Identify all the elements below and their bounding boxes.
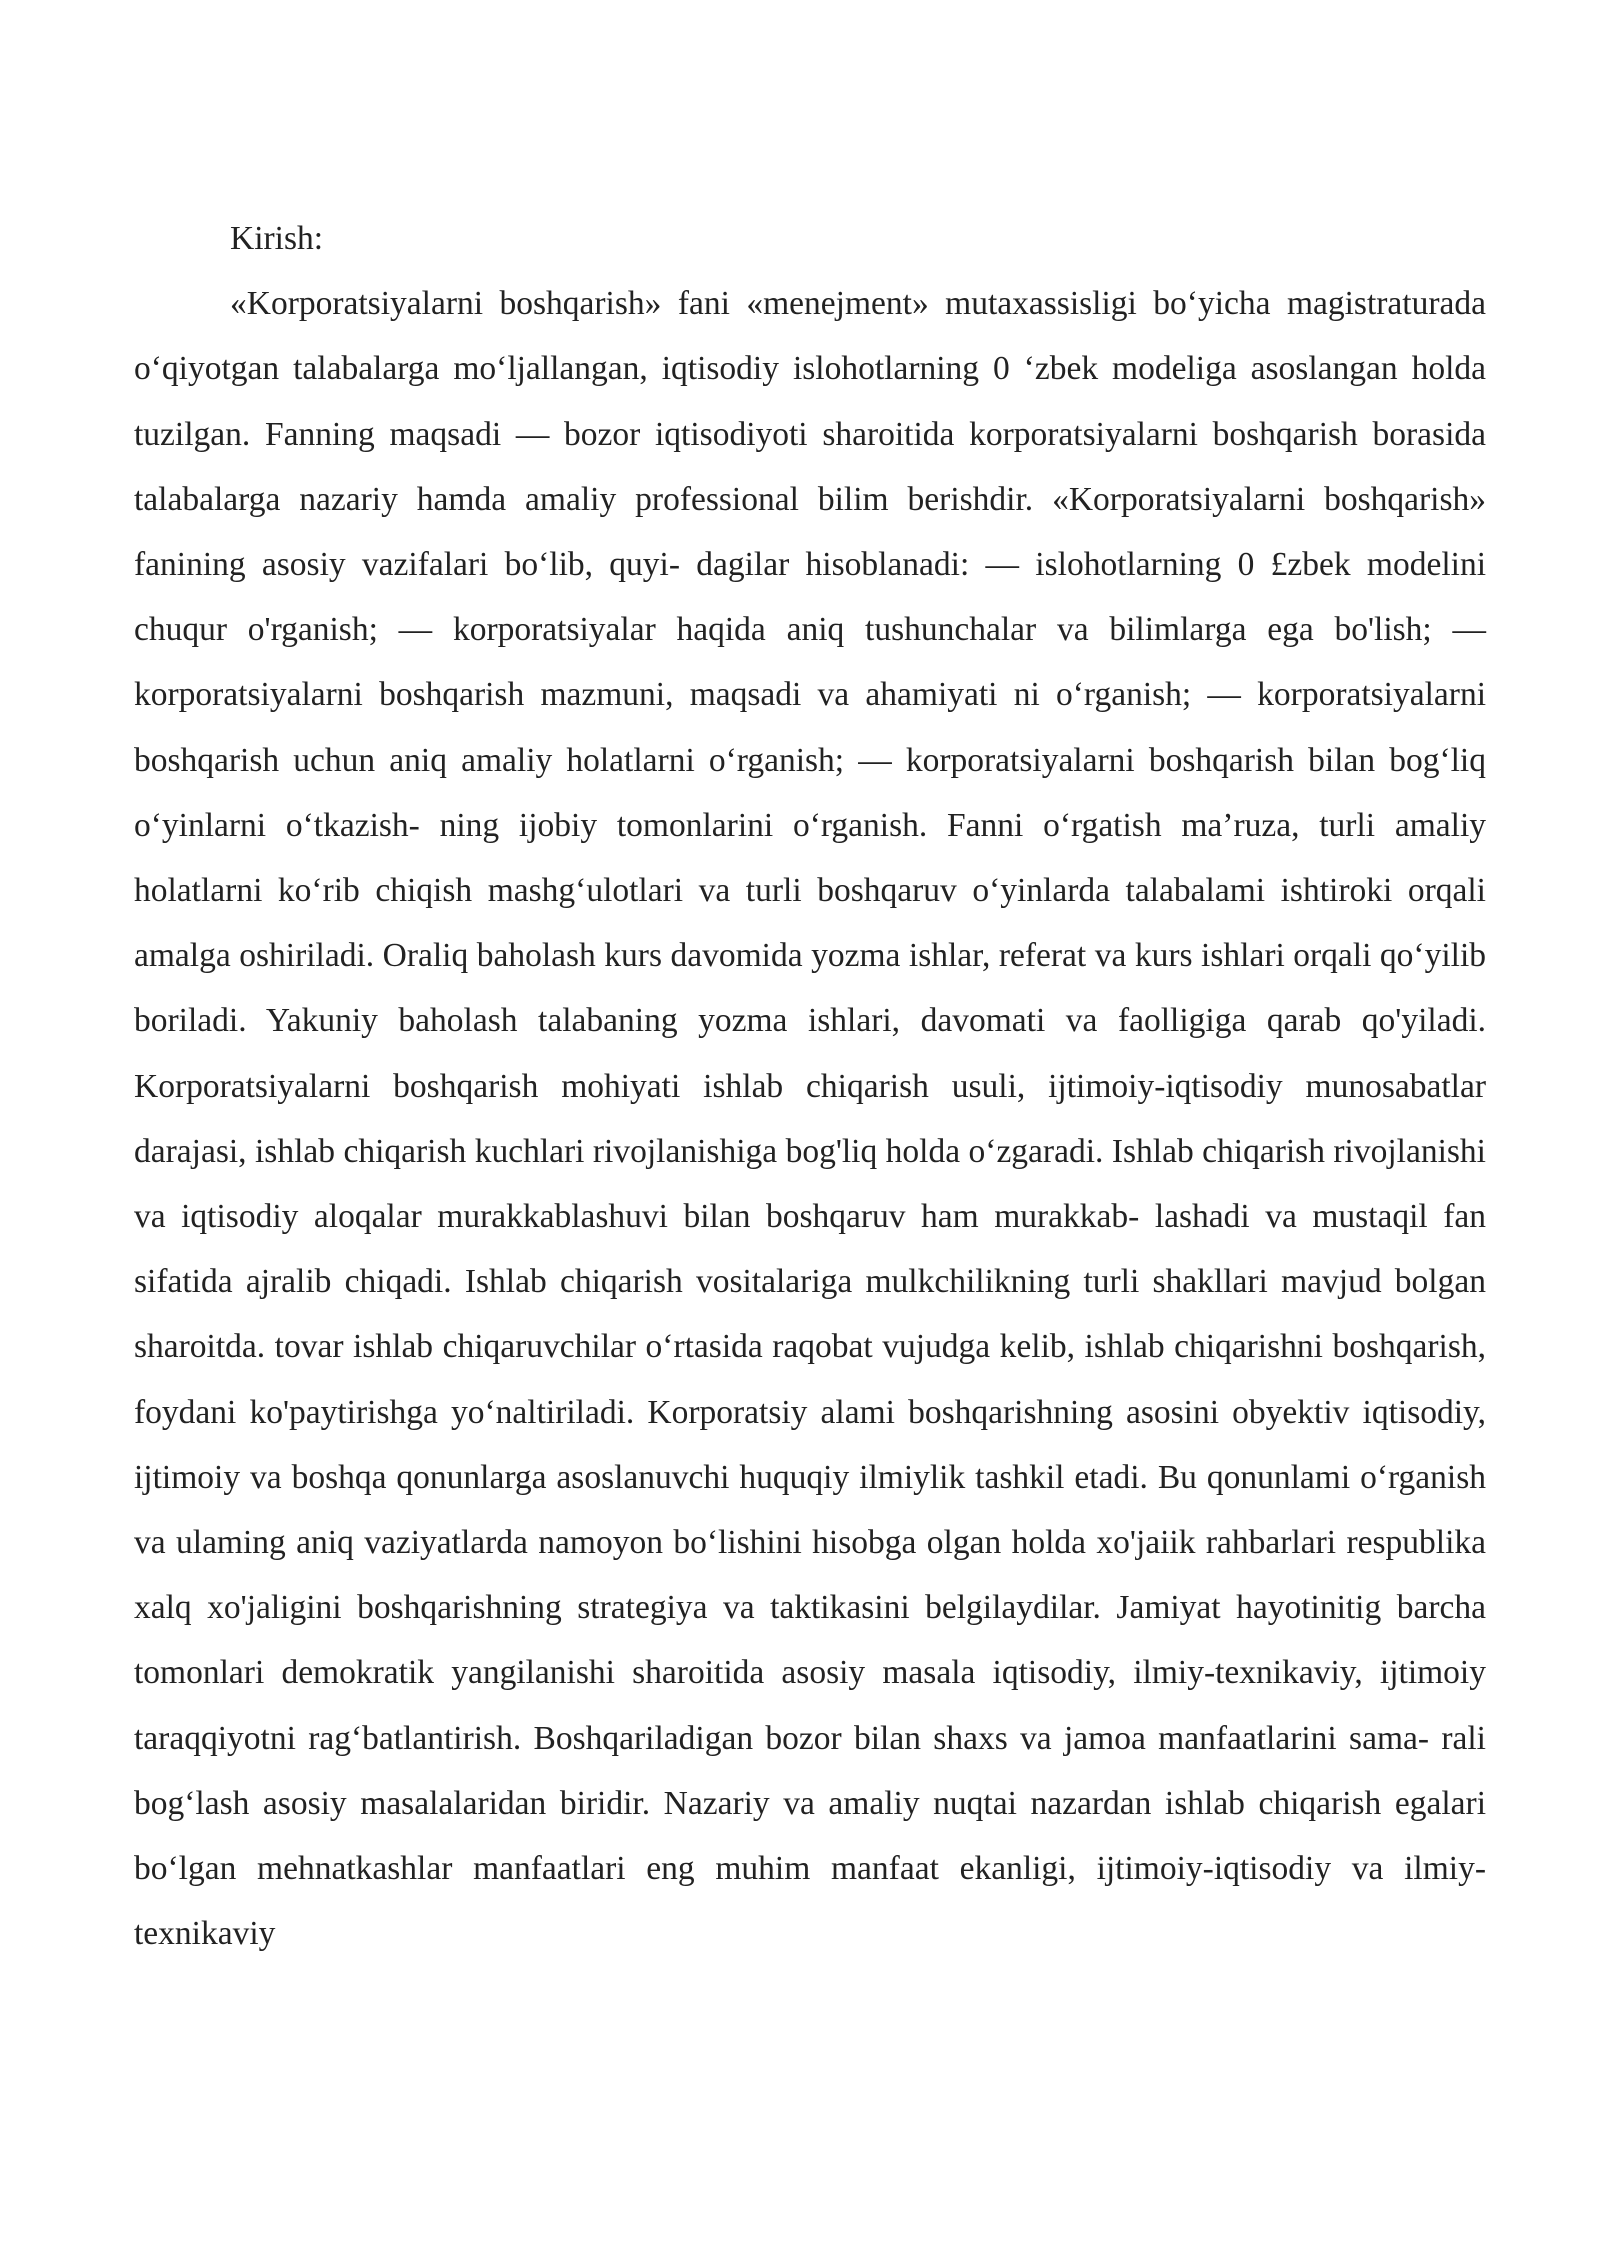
section-heading: Kirish:: [230, 220, 324, 257]
document-body: [134, 206, 1486, 1966]
body-paragraph: «Korporatsiyalarni boshqarish» fani «menejment» mutaxassisligi bo‘yicha magistraturada o‘qiyotgan talabalarga mo‘ljallangan, iqtisodiy islohotlarning 0 ‘zbek modeliga asoslangan holda tuzilgan. Fanning maqsadi — bozor iqtisodiyoti sharoitida korporatsiyalarni boshqarish borasida talabalarga nazariy hamda amaliy professional bilim berishdir. «Korporatsiyalarni boshqarish» fanining asosiy vazifalari bo‘lib, quyi- dagilar hisoblanadi: — islohotlarning 0 £zbek modelini chuqur o'rganish; — korporatsiyalar haqida aniq tushunchalar va bilimlarga ega bo'lish; — korporatsiyalarni boshqarish mazmuni, maqsadi va ahamiyati ni o‘rganish; — korporatsiyalarni boshqarish uchun aniq amaliy holatlarni o‘rganish; — korporatsiyalarni boshqarish bilan bog‘liq o‘yinlarni o‘tkazish- ning ijobiy tomonlarini o‘rganish. Fanni o‘rgatish ma’ruza, turli amaliy holatlarni ko‘rib chiqish mashg‘ulotlari va turli boshqaruv o‘yinlarda talabalami ishtiroki orqali amalga oshiriladi. Oraliq baholash kurs davomida yozma ishlar, referat va kurs ishlari orqali qo‘yilib boriladi. Yakuniy baholash talabaning yozma ishlari, davomati va faolligiga qarab qo'yiladi. Korporatsiyalarni boshqarish mohiyati ishlab chiqarish usuli, ijtimoiy-iqtisodiy munosabatlar darajasi, ishlab chiqarish kuchlari rivojlanishiga bog'liq holda o‘zgaradi. Ishlab chiqarish rivojlanishi va iqtisodiy aloqalar murakkablashuvi bilan boshqaruv ham murakkab- lashadi va mustaqil fan sifatida ajralib chiqadi. Ishlab chiqarish vositalariga mulkchilikning turli shakllari mavjud bolgan sharoitda. tovar ishlab chiqaruvchilar o‘rtasida raqobat vujudga kelib, ishlab chiqarishni boshqarish, foydani ko'paytirishga yo‘naltiriladi. Korporatsiy alami boshqarishning asosini obyektiv iqtisodiy, ijtimoiy va boshqa qonunlarga asoslanuvchi huquqiy ilmiylik tashkil etadi. Bu qonunlami o‘rganish va ulaming aniq vaziyatlarda namoyon bo‘lishini hisobga olgan holda xo'jaiik rahbarlari respublika xalq xo'jaligini boshqarishning strategiya va taktikasini belgilaydilar. Jamiyat hayotinitig barcha tomonlari demokratik yangilanishi sharoitida asosiy masala iqtisodiy, ilmiy-texnikaviy, ijtimoiy taraqqiyotni rag‘batlantirish. Boshqariladigan bozor bilan shaxs va jamoa manfaatlarini sama- rali bog‘lash asosiy masalalaridan biridir. Nazariy va amaliy nuqtai nazardan ishlab chiqarish egalari bo‘lgan mehnatkashlar manfaatlari eng muhim manfaat ekanligi, ijtimoiy-iqtisodiy va ilmiy-texnikaviy: [134, 285, 1486, 1953]
